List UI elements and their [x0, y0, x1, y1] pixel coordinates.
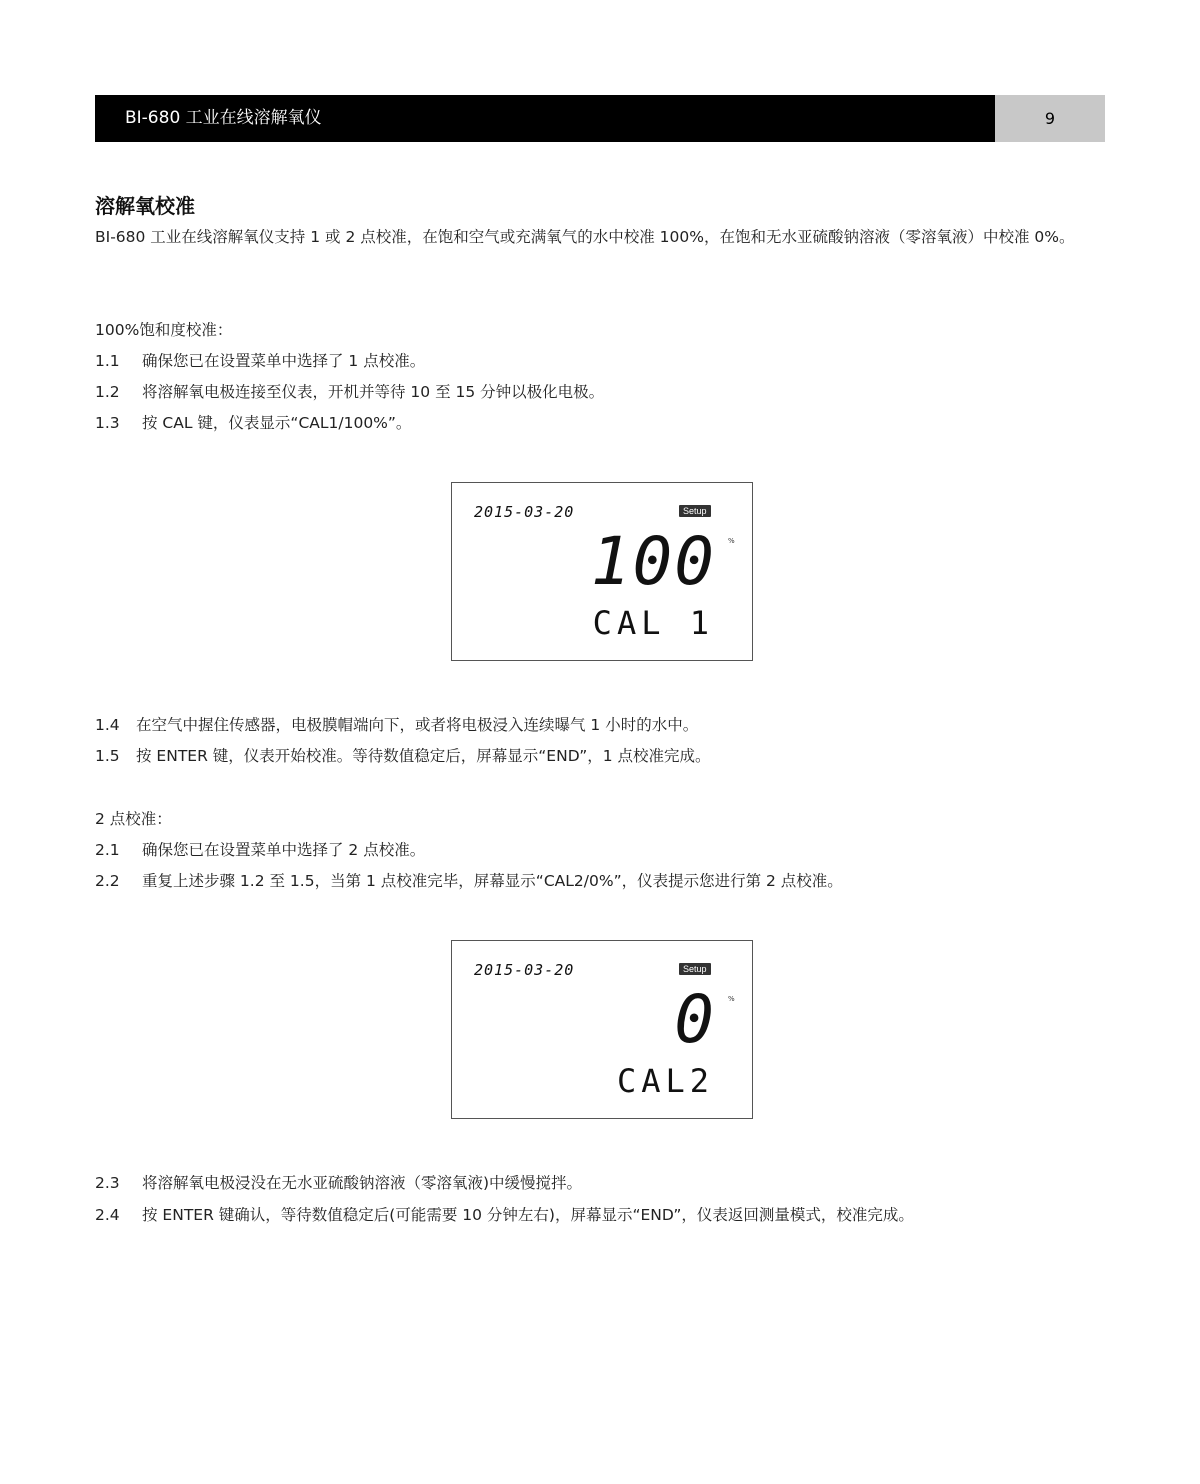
unit-label: %	[728, 537, 735, 545]
step-1-3	[95, 408, 411, 439]
step-number: 1.5	[95, 747, 120, 765]
step-2-4	[95, 1200, 914, 1231]
step-number: 1.3	[95, 414, 120, 432]
step-number: 2.4	[95, 1206, 120, 1224]
unit-label: %	[728, 995, 735, 1003]
step-text: 按 CAL 键，仪表显示“CAL1/100%”。	[142, 414, 412, 432]
step-1-1	[95, 346, 425, 377]
lcd-date: 2015-03-20	[474, 961, 575, 979]
step-number: 2.1	[95, 841, 120, 859]
step-1-4	[95, 710, 698, 741]
lcd-value: 0	[674, 981, 716, 1058]
step-number: 1.1	[95, 352, 120, 370]
header-title: BI-680 工业在线溶解氧仪	[95, 95, 995, 142]
cal2-heading: 2 点校准：	[95, 810, 172, 828]
lcd-date: 2015-03-20	[474, 503, 575, 521]
step-text: 在空气中握住传感器，电极膜帽端向下，或者将电极浸入连续曝气 1 小时的水中。	[136, 716, 699, 734]
intro-paragraph: BI-680 工业在线溶解氧仪支持 1 或 2 点校准，在饱和空气或充满氧气的水中校准 100%，在饱和无水亚硫酸钠溶液（零溶氧液）中校准 0%。	[95, 228, 1075, 246]
page-header	[95, 95, 1105, 142]
step-number: 2.2	[95, 872, 120, 890]
step-text: 将溶解氧电极浸没在无水亚硫酸钠溶液（零溶氧液)中缓慢搅拌。	[142, 1174, 583, 1192]
step-1-2	[95, 377, 604, 408]
step-2-3	[95, 1168, 582, 1199]
step-2-2	[95, 866, 843, 897]
lcd-mode: CAL2	[616, 1062, 714, 1100]
setup-indicator: Setup	[679, 505, 711, 517]
lcd-mode: CAL 1	[592, 604, 714, 642]
cal100-heading: 100%饱和度校准：	[95, 321, 233, 339]
lcd-value: 100	[590, 523, 716, 600]
step-text: 重复上述步骤 1.2 至 1.5，当第 1 点校准完毕，屏幕显示“CAL2/0%”，仪表提示您进行第 2 点校准。	[142, 872, 843, 890]
step-text: 将溶解氧电极连接至仪表，开机并等待 10 至 15 分钟以极化电极。	[142, 383, 605, 401]
step-text: 按 ENTER 键确认，等待数值稳定后(可能需要 10 分钟左右)，屏幕显示“END”，仪表返回测量模式，校准完成。	[142, 1206, 914, 1224]
step-1-5	[95, 741, 711, 772]
lcd-display-cal2	[451, 940, 753, 1119]
lcd-display-cal1	[451, 482, 753, 661]
page-number: 9	[995, 95, 1105, 142]
step-text: 确保您已在设置菜单中选择了 2 点校准。	[142, 841, 426, 859]
section-title: 溶解氧校准	[95, 194, 195, 218]
step-text: 确保您已在设置菜单中选择了 1 点校准。	[142, 352, 426, 370]
step-text: 按 ENTER 键，仪表开始校准。等待数值稳定后，屏幕显示“END”，1 点校准完成。	[136, 747, 711, 765]
step-2-1	[95, 835, 425, 866]
step-number: 2.3	[95, 1174, 120, 1192]
step-number: 1.4	[95, 716, 120, 734]
step-number: 1.2	[95, 383, 120, 401]
setup-indicator: Setup	[679, 963, 711, 975]
